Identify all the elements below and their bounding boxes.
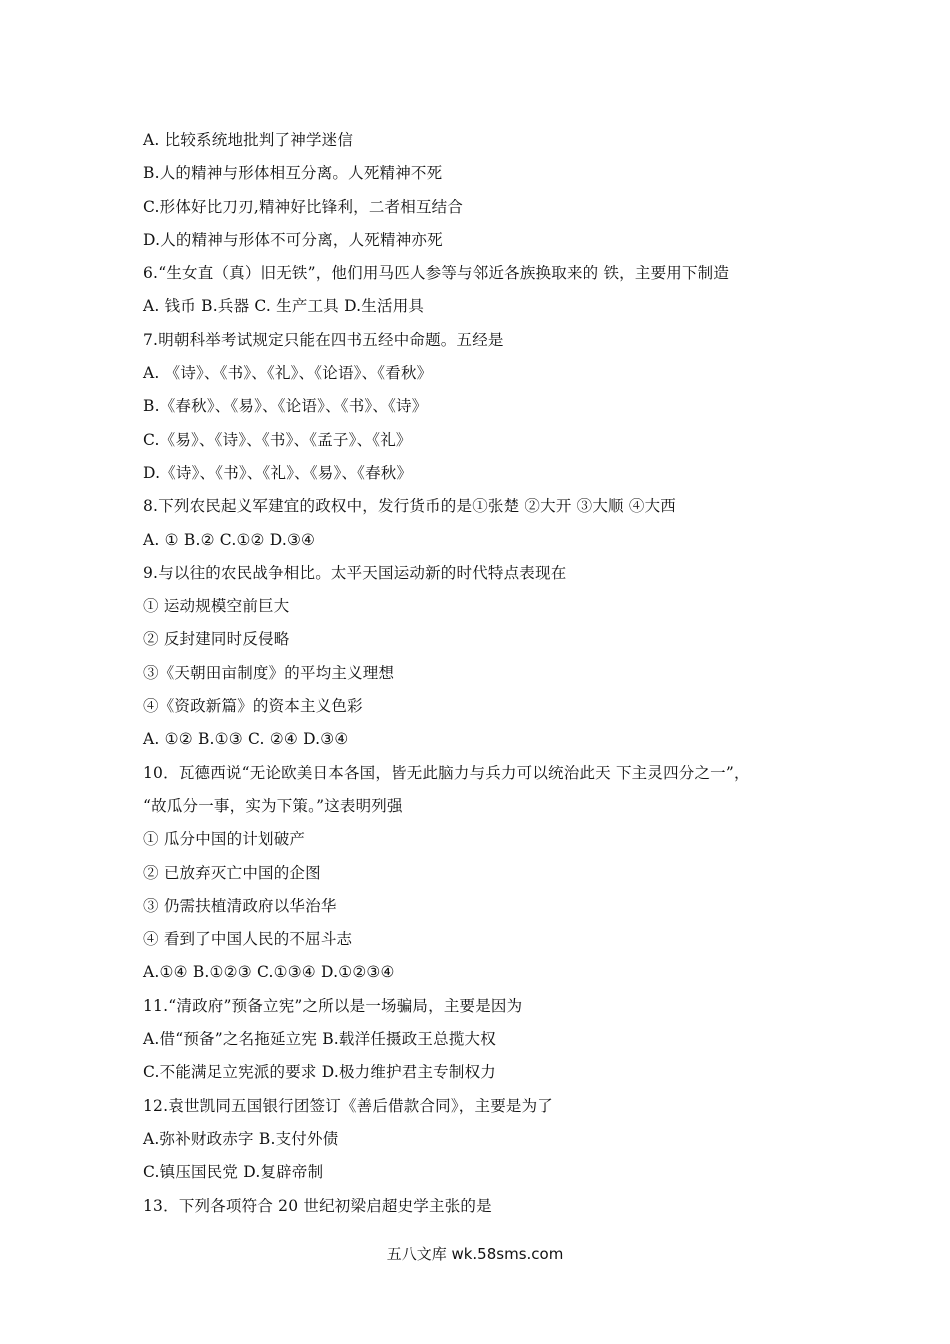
options-9: A. ①② B.①③ C. ②④ D.③④ [143,730,349,749]
option-7a: A. 《诗》、《书》、《礼》、《论语》、《看秋》 [143,364,433,383]
question-12: 12.袁世凯同五国银行团签订《善后借款合同》，主要是为了 [143,1096,554,1115]
question-10: 10．瓦德西说“无论欧美日本各国，皆无此脑力与兵力可以统治此天 下主灵四分之一”， [143,763,750,782]
statement-9-1: ① 运动规模空前巨大 [143,597,290,616]
options-6: A. 钱币 B.兵器 C. 生产工具 D.生活用具 [143,297,425,316]
question-8: 8.下列农民起义军建宜的政权中，发行货币的是①张楚 ②大开 ③大顺 ④大西 [143,497,676,516]
options-12-cd: C.镇压国民党 D.复辟帝制 [143,1163,324,1182]
option-7b: B.《春秋》、《易》、《论语》、《书》、《诗》 [143,397,428,416]
options-11-cd: C.不能满足立宪派的要求 D.极力维护君主专制权力 [143,1063,496,1082]
option-5c: C.形体好比刀刃,精神好比锋利，二者相互结合 [143,197,464,216]
option-5b: B.人的精神与形体相互分离。人死精神不死 [143,164,443,183]
option-7c: C.《易》、《诗》、《书》、《孟子》、《礼》 [143,430,412,449]
options-12-ab: A.弥补财政赤字 B.支付外债 [143,1129,339,1148]
options-8: A. ① B.② C.①② D.③④ [143,530,316,549]
question-9: 9.与以往的农民战争相比。太平天国运动新的时代特点表现在 [143,563,567,582]
options-11-ab: A.借“预备”之名拖延立宪 B.载洋任摄政王总揽大权 [143,1030,496,1049]
statement-10-1: ① 瓜分中国的计划破产 [143,830,306,849]
option-7d: D.《诗》、《书》、《礼》、《易》、《春秋》 [143,463,413,482]
option-5d: D.人的精神与形体不可分离，人死精神亦死 [143,230,443,249]
question-text-body [143,124,843,1223]
statement-10-4: ④ 看到了中国人民的不屈斗志 [143,930,353,949]
option-5a: A. 比较系统地批判了神学迷信 [143,131,354,149]
statement-9-2: ② 反封建同时反侵略 [143,630,290,649]
question-7: 7.明朝科举考试规定只能在四书五经中命题。五经是 [143,330,504,349]
question-6: 6.“生女直（真）旧无铁”，他们用马匹人参等与邻近各族换取来的 铁，主要用下制造 [143,264,730,283]
statement-10-3: ③ 仍需扶植清政府以华治华 [143,896,337,915]
statement-9-4: ④《资政新篇》的资本主义色彩 [143,697,363,716]
options-10: A.①④ B.①②③ C.①③④ D.①②③④ [143,963,395,982]
question-13: 13．下列各项符合 20 世纪初梁启超史学主张的是 [143,1196,492,1215]
footer-watermark: 五八文库 wk.58sms.com [386,1245,564,1263]
statement-9-3: ③《天朝田亩制度》的平均主义理想 [143,663,395,682]
question-10-continued: “故瓜分一事，实为下策。”这表明列强 [143,796,403,815]
question-11: 11.“清政府”预备立宪”之所以是一场骗局，主要是因为 [143,996,523,1015]
statement-10-2: ② 已放弃灭亡中国的企图 [143,863,321,882]
